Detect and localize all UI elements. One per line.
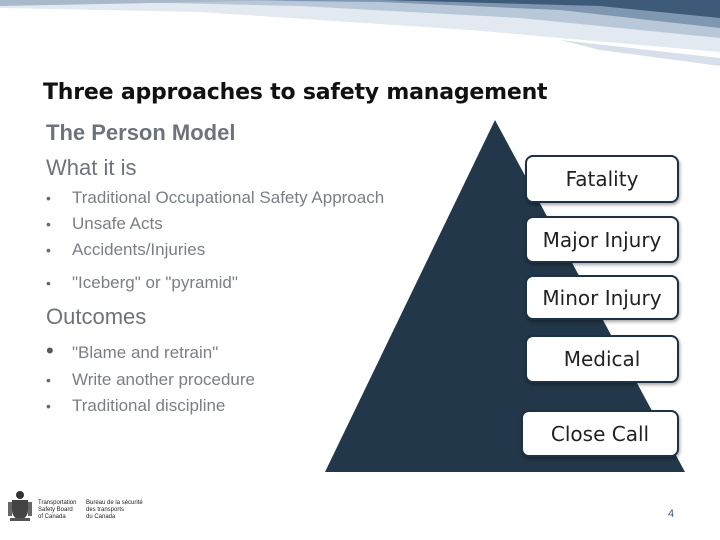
bullet-dot-icon: • (46, 372, 51, 388)
decorative-top-band (0, 0, 720, 70)
bullet-item: • "Blame and retrain" (46, 338, 219, 363)
outcomes-label: Outcomes (46, 304, 147, 329)
coat-of-arms-icon (8, 490, 32, 522)
bullet-item: • Unsafe Acts (46, 214, 163, 233)
page-number: 4 (668, 508, 675, 520)
bullet-dot-icon: • (46, 338, 54, 363)
slide-title: Three approaches to safety management (43, 80, 548, 105)
tsb-logo (8, 490, 148, 526)
pyramid-level-minor-injury: Minor Injury (525, 275, 679, 320)
pyramid-level-medical: Medical (525, 335, 679, 383)
pyramid-level-close-call: Close Call (521, 410, 679, 457)
bullet-item: • Traditional discipline (46, 396, 226, 415)
bullet-dot-icon: • (46, 190, 51, 206)
bullet-dot-icon: • (46, 275, 51, 291)
bullet-dot-icon: • (46, 216, 51, 232)
bullet-item: • Accidents/Injuries (46, 240, 206, 259)
bullet-item: • Traditional Occupational Safety Approach (46, 188, 385, 207)
bullet-dot-icon: • (46, 398, 51, 414)
what-it-is-label: What it is (46, 155, 137, 180)
bullet-item: • Write another procedure (46, 370, 256, 389)
logo-text-french: Bureau de la sécurité des transports du Canada (86, 500, 143, 520)
pyramid-level-major-injury: Major Injury (525, 216, 679, 263)
bullet-dot-icon: • (46, 242, 51, 258)
logo-text-english: Transportation Safety Board of Canada (38, 500, 77, 520)
bullet-item: • "Iceberg" or "pyramid" (46, 273, 238, 292)
pyramid-level-fatality: Fatality (525, 155, 679, 203)
section-heading: The Person Model (46, 120, 236, 145)
